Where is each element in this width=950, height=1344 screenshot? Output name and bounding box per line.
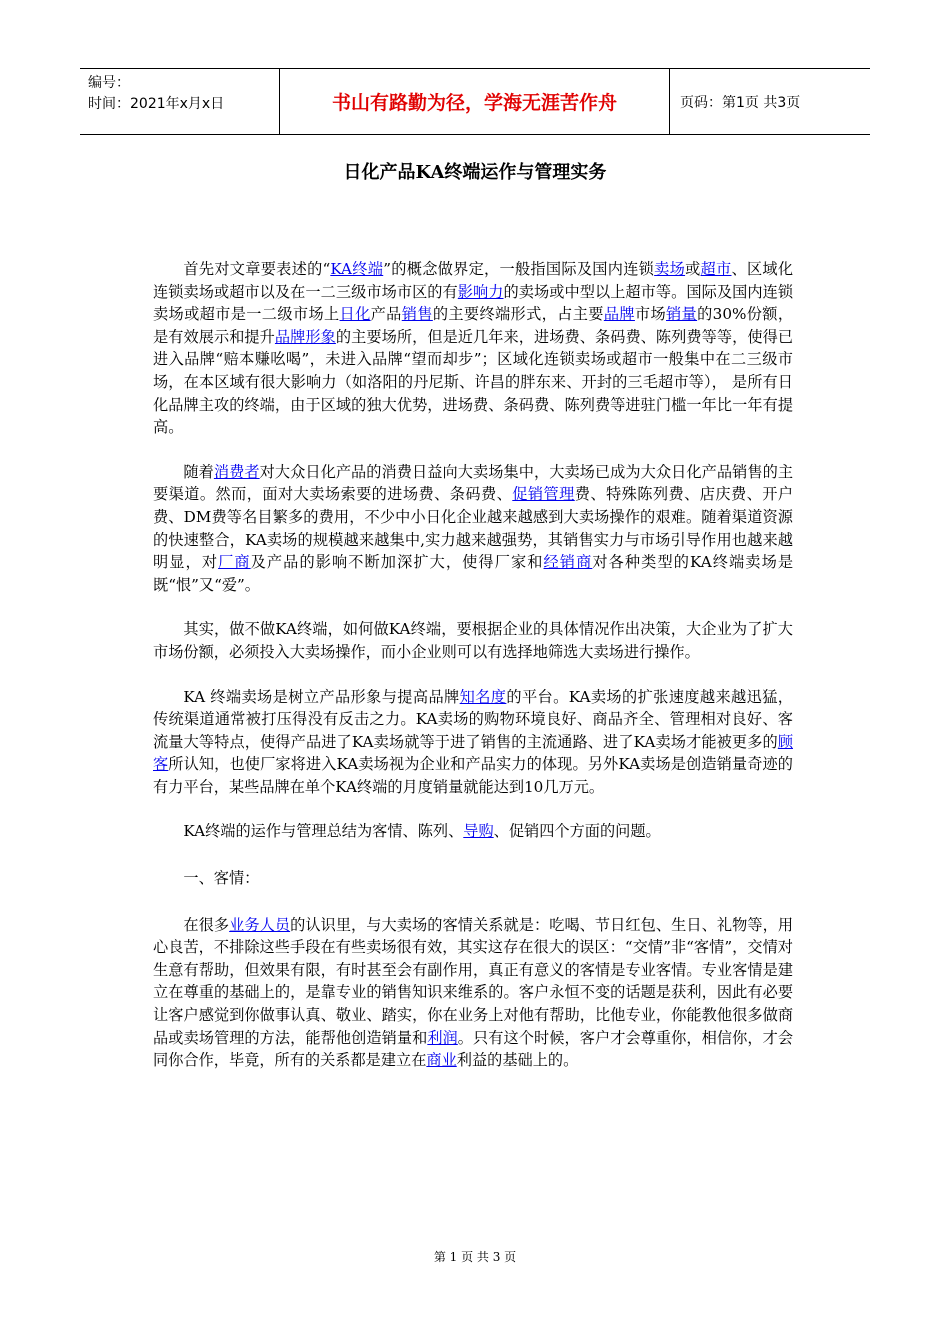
keyword-link[interactable]: 销量 xyxy=(666,305,698,324)
paragraph xyxy=(153,618,793,663)
keyword-link[interactable]: 品牌形象 xyxy=(274,327,336,346)
keyword-link[interactable]: 品牌 xyxy=(603,305,635,324)
keyword-link[interactable]: 卖场 xyxy=(654,260,686,278)
document-title: 日化产品KA终端运作与管理实务 xyxy=(343,162,607,183)
paragraph-text: 对大众日化产品的消费日益向大卖场集中，大卖场已成为大众日化产品销售的主要渠道。然而，面对大卖场索要的进场费、条码费、 xyxy=(153,462,794,504)
keyword-link[interactable]: 业务人员 xyxy=(229,915,291,934)
paragraph xyxy=(153,686,793,799)
keyword-link[interactable]: 影响力 xyxy=(457,282,504,301)
document-body xyxy=(153,258,793,1094)
page-footer: 第 1 页 共 3 页 xyxy=(433,1250,517,1264)
paragraph xyxy=(153,461,793,597)
paragraph-text: 的主要场所，但是近几年来，进场费、条码费、陈列费等等，使得已进入品牌“赔本赚吆喝”，未进入品牌“望而却步”；区域化连锁卖场或超市一般集中在二三级市场，在本区域有很大影响力（如洛阳的丹尼斯、许昌的胖东来、开封的三毛超市等）， 是所有日化品牌主攻的终端，由于区域的独大优势，进场费、条码费、陈列费等进驻门槛一年比一年有提高。 xyxy=(153,327,794,437)
keyword-link[interactable]: 促销管理 xyxy=(512,485,575,504)
keyword-link[interactable]: 顾客 xyxy=(153,732,793,774)
paragraph-text: 对各种类型的KA终端卖场是既“恨”又“爱”。 xyxy=(153,553,794,594)
paragraph-text: KA 终端卖场是树立产品形象与提高品牌 xyxy=(183,687,460,706)
paragraph-text: 的认识里，与大卖场的客情关系就是：吃喝、节日红包、生日、礼物等，用心良苦，不排除这些手段在有些卖场很有效，其实这存在很大的误区：“交情”非“客情”，交情对生意有帮助，但效果有限，有时甚至会有副作用，真正有意义的客情是专业客情。专业客情是建立在尊重的基础上的，是靠专业的销售知识来维系的。客户永恒不变的话题是获利，因此有必要让客户感觉到你做事认真、敬业、踏实，你在业务上对他有帮助，比他专业，你能教他很多做商品或卖场管理的方法，能帮他创造销量和 xyxy=(153,915,794,1047)
paragraph-text: 的30%份额，是有效展示和提升 xyxy=(153,305,794,346)
paragraph-text: 及产品的影响不断加深扩大，使得厂家和 xyxy=(250,553,544,572)
paragraph-text: KA终端的运作与管理总结为客情、陈列、 xyxy=(183,822,464,841)
document-header xyxy=(80,68,870,135)
number-label: 编号： xyxy=(88,75,130,91)
paragraph-text: 其实，做不做KA终端，如何做KA终端，要根据企业的具体情况作出决策，大企业为了扩大市场份额，必须投入大卖场操作，而小企业则可以有选择地筛选大卖场进行操作。 xyxy=(153,620,793,661)
paragraph-text: ”的概念做界定，一般指国际及国内连锁 xyxy=(383,260,655,278)
paragraph xyxy=(153,914,793,1072)
paragraph-text: 随着 xyxy=(183,462,214,481)
keyword-link[interactable]: 经销商 xyxy=(543,553,593,572)
paragraph-text: 、区域化连锁卖场或超市以及在一二三级市场市区的有 xyxy=(153,260,794,301)
keyword-link[interactable]: 销售 xyxy=(401,305,433,324)
header-motto: 书山有路勤为径，学海无涯苦作舟 xyxy=(280,69,670,134)
paragraph-text: 的平台。KA卖场的扩张速度越来越迅猛，传统渠道通常被打压得没有反击之力。KA卖场的购物环境良好、商品齐全、管理相对良好、客流量大等特点，使得产品进了KA卖场就等于进了销售的主流通路、进了KA卖场才能被更多的 xyxy=(153,687,793,751)
keyword-link[interactable]: 日化 xyxy=(339,305,371,324)
keyword-link[interactable]: 导购 xyxy=(463,822,494,841)
paragraph-text: 或 xyxy=(685,260,701,278)
paragraph-text: 。只有这个时候，客户才会尊重你，相信你，才会同你合作，毕竟，所有的关系都是建立在 xyxy=(153,1028,794,1070)
paragraph-text: 首先对文章要表述的“ xyxy=(183,260,331,278)
time-label: 时间：2021年x月x日 xyxy=(88,96,225,112)
paragraph-text: 产品 xyxy=(370,305,402,324)
paragraph-text: 在很多 xyxy=(183,915,230,934)
paragraph-text: 费、特殊陈列费、店庆费、开户费、DM费等名目繁多的费用，不少中小日化企业越来越感到大卖场操作的艰难。随着渠道资源的快速整合，KA卖场的规模越来越集中,实力越来越强势，其销售实力与市场引导作用也越来越明显，对 xyxy=(153,485,794,572)
keyword-link[interactable]: 利润 xyxy=(427,1028,458,1047)
keyword-link[interactable]: 厂商 xyxy=(218,553,251,572)
keyword-link[interactable]: 商业 xyxy=(426,1051,457,1070)
paragraph-text: 一、客情： xyxy=(183,869,260,888)
keyword-link[interactable]: 消费者 xyxy=(213,462,260,481)
paragraph-text: 、促销四个方面的问题。 xyxy=(493,822,661,841)
paragraph-text: 市场 xyxy=(634,305,667,324)
paragraph-text: 的卖场或中型以上超市等。国际及国内连锁卖场或超市是一二级市场上 xyxy=(153,282,794,324)
paragraph-text: 的主要终端形式，占主要 xyxy=(432,305,604,324)
paragraph xyxy=(153,867,793,890)
header-meta xyxy=(80,69,280,134)
paragraph-text: 所认知，也使厂家将进入KA卖场视为企业和产品实力的体现。另外KA卖场是创造销量奇迹的有力平台，某些品牌在单个KA终端的月度销量就能达到10几万元。 xyxy=(153,755,793,796)
keyword-link[interactable]: 知名度 xyxy=(459,687,507,706)
keyword-link[interactable]: 超市 xyxy=(700,260,732,278)
header-page-info: 页码：第1页 共3页 xyxy=(680,94,801,111)
paragraph-text: 利益的基础上的。 xyxy=(456,1051,579,1070)
keyword-link[interactable]: KA终端 xyxy=(330,260,384,278)
paragraph xyxy=(153,820,793,843)
paragraph xyxy=(153,258,793,439)
